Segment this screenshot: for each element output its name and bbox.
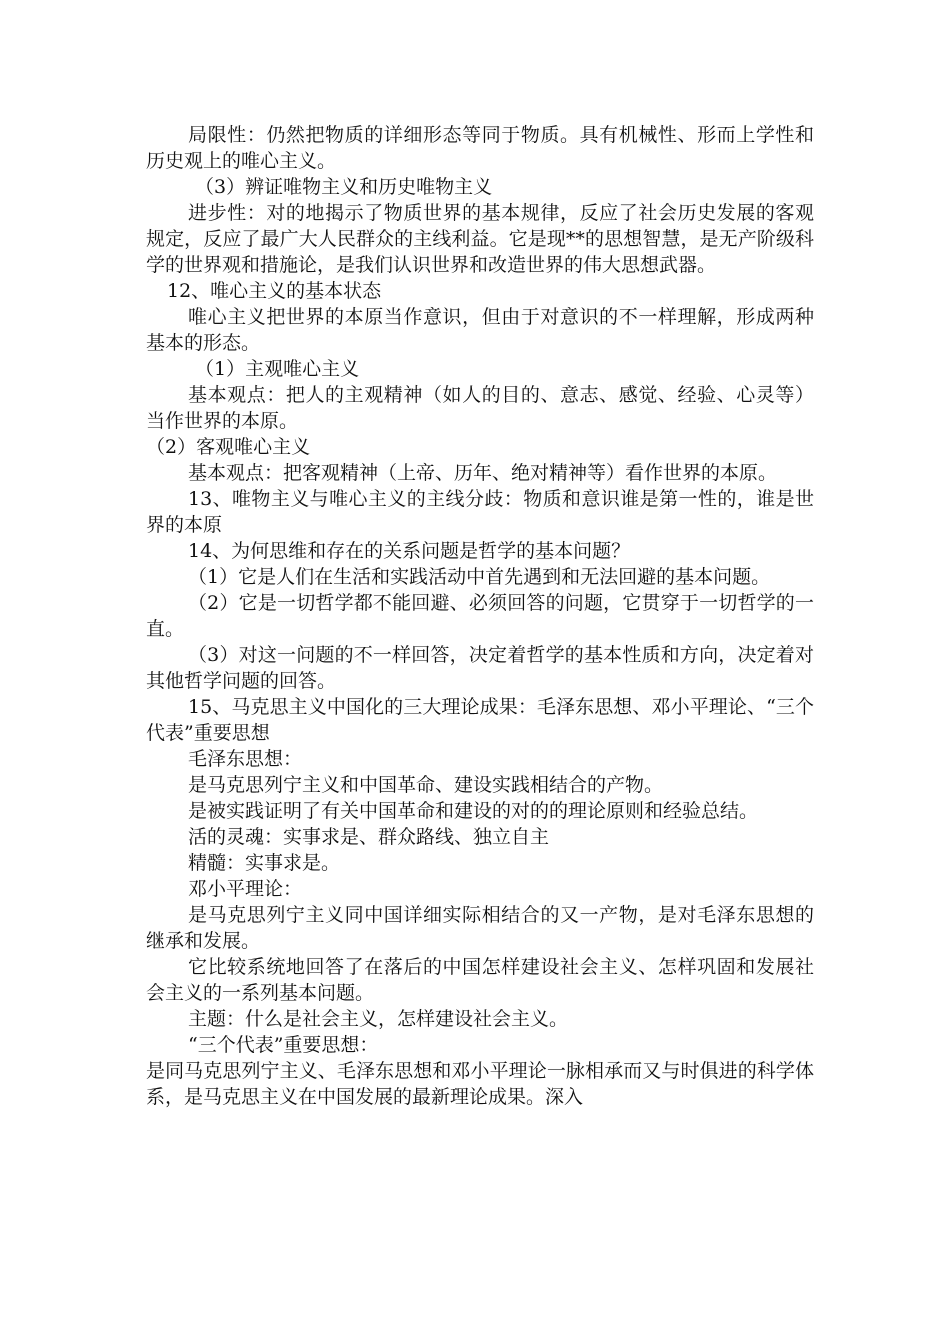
paragraph: 基本观点：把人的主观精神（如人的目的、意志、感觉、经验、心灵等）当作世界的本原。	[146, 384, 814, 432]
paragraph: （2）它是一切哲学都不能回避、必须回答的问题，它贯穿于一切哲学的一直。	[146, 592, 814, 640]
paragraph: 是被实践证明了有关中国革命和建设的对的的理论原则和经验总结。	[188, 800, 759, 822]
paragraph: 进步性：对的地揭示了物质世界的基本规律，反应了社会历史发展的客观规定，反应了最广大人民群众的主线利益。它是现**的思想智慧，是无产阶级科学的世界观和措施论，是我们认识世界和改造世界的伟大思想武器。	[146, 202, 814, 276]
section-heading: （2）客观唯心主义	[146, 436, 311, 458]
paragraph: 是马克思列宁主义和中国革命、建设实践相结合的产物。	[188, 774, 664, 796]
paragraph: 基本观点：把客观精神（上帝、历年、绝对精神等）看作世界的本原。	[188, 462, 778, 484]
paragraph: 是同马克思列宁主义、毛泽东思想和邓小平理论一脉相承而又与时俱进的科学体系，是马克思主义在中国发展的最新理论成果。深入	[146, 1060, 814, 1108]
section-heading: 14、为何思维和存在的关系问题是哲学的基本问题？	[188, 540, 631, 562]
document-body	[146, 122, 814, 1110]
paragraph: （3）对这一问题的不一样回答，决定着哲学的基本性质和方向，决定着对其他哲学问题的回答。	[146, 644, 814, 692]
paragraph: 13、唯物主义与唯心主义的主线分歧：物质和意识谁是第一性的，谁是世界的本原	[146, 488, 814, 536]
section-heading: （1）主观唯心主义	[195, 358, 360, 380]
section-heading: 12、唯心主义的基本状态	[167, 280, 382, 302]
paragraph: 局限性：仍然把物质的详细形态等同于物质。具有机械性、形而上学性和历史观上的唯心主义。	[146, 124, 814, 172]
paragraph: （1）它是人们在生活和实践活动中首先遇到和无法回避的基本问题。	[188, 566, 771, 588]
section-heading: （3）辨证唯物主义和历史唯物主义	[195, 176, 493, 198]
paragraph: 精髓：实事求是。	[188, 852, 341, 874]
paragraph: 是马克思列宁主义同中国详细实际相结合的又一产物，是对毛泽东思想的继承和发展。	[146, 904, 814, 952]
paragraph: “三个代表”重要思想：	[188, 1034, 379, 1056]
section-heading: 15、马克思主义中国化的三大理论成果：毛泽东思想、邓小平理论、“三个代表”重要思想	[146, 696, 814, 744]
paragraph: 邓小平理论：	[188, 878, 303, 900]
paragraph: 毛泽东思想：	[188, 748, 303, 770]
paragraph: 活的灵魂：实事求是、群众路线、独立自主	[188, 826, 550, 848]
paragraph: 唯心主义把世界的本原当作意识，但由于对意识的不一样理解，形成两种基本的形态。	[146, 306, 814, 354]
paragraph: 它比较系统地回答了在落后的中国怎样建设社会主义、怎样巩固和发展社会主义的一系列基本问题。	[146, 956, 814, 1004]
paragraph: 主题：什么是社会主义，怎样建设社会主义。	[188, 1008, 569, 1030]
